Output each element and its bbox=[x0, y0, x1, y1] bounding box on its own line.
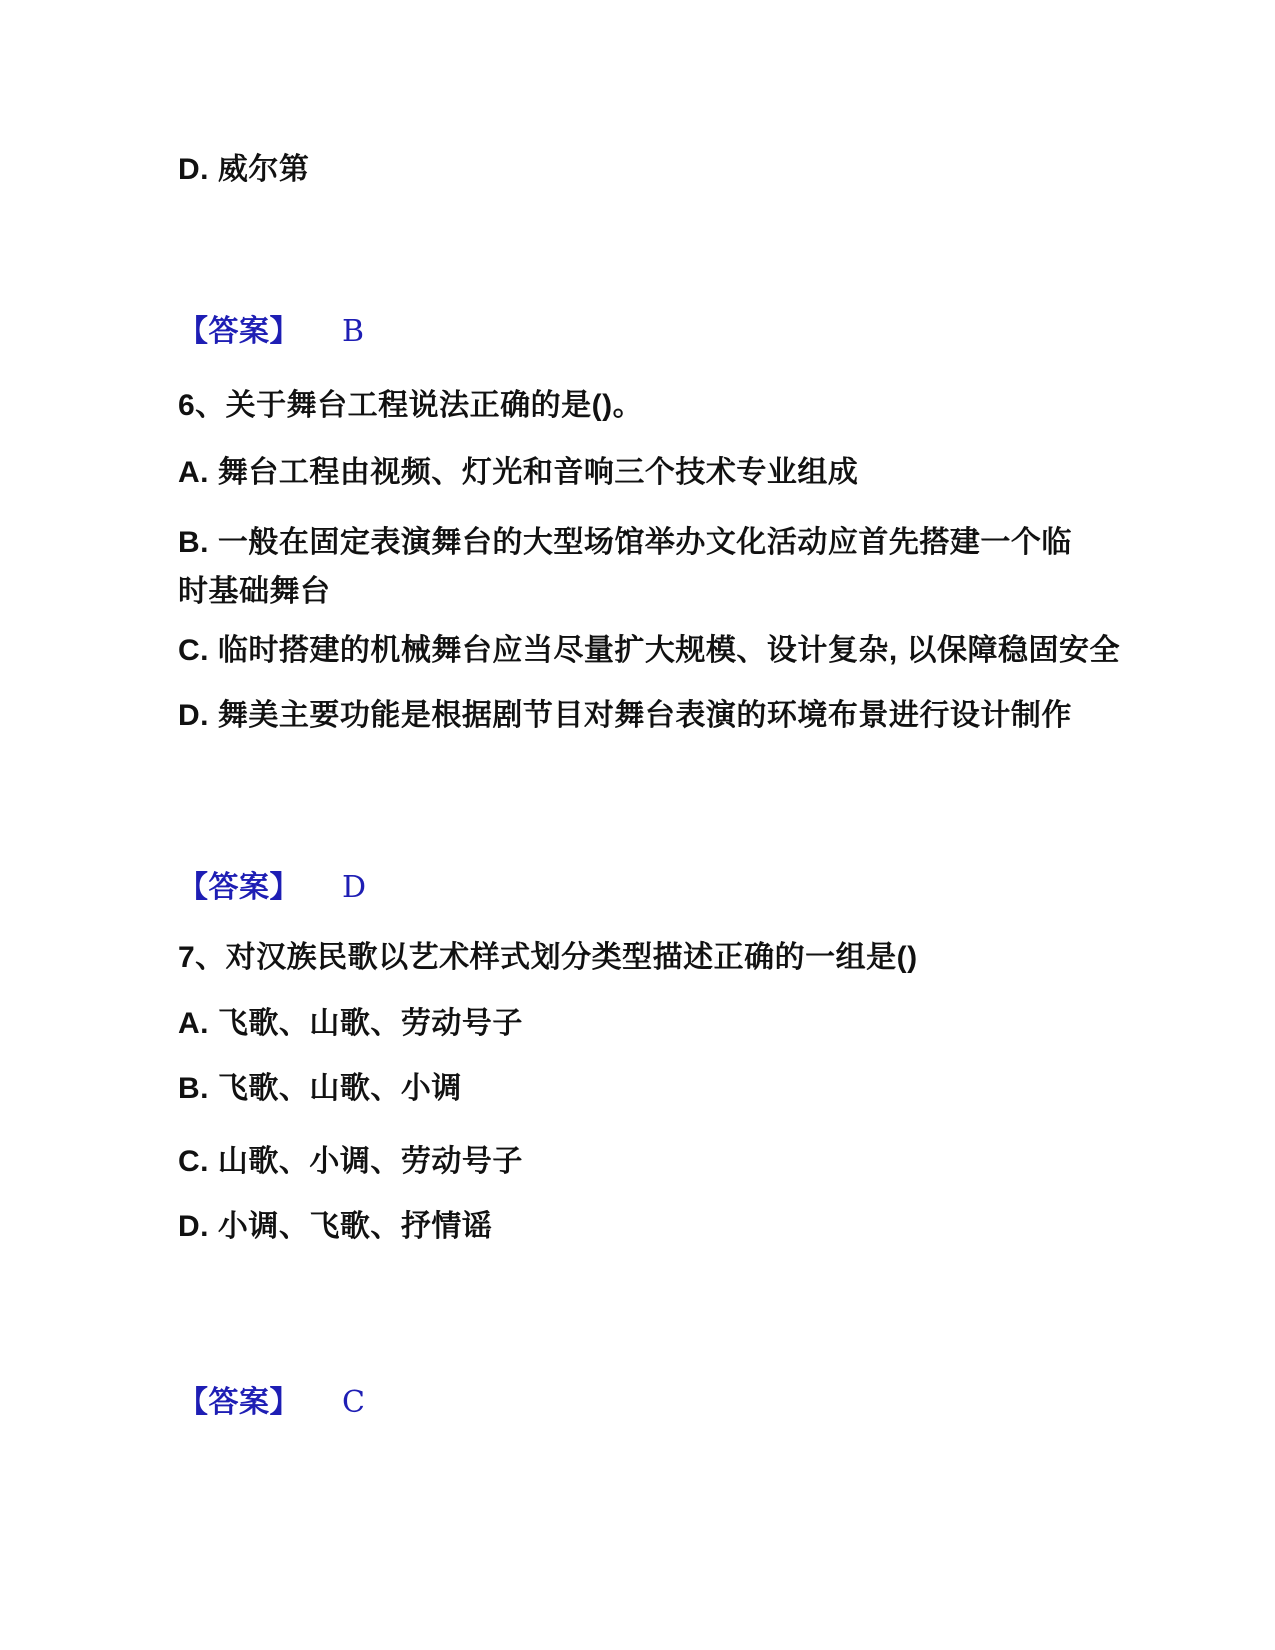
question5-option-d: D. 威尔第 bbox=[178, 153, 310, 186]
question7-title: 7、对汉族民歌以艺术样式划分类型描述正确的一组是() bbox=[178, 941, 918, 974]
question7-answer-label: 【答案】 bbox=[178, 1386, 300, 1419]
question7-option-c: C. 山歌、小调、劳动号子 bbox=[178, 1145, 523, 1178]
question6-option-c: C. 临时搭建的机械舞台应当尽量扩大规模、设计复杂, 以保障稳固安全 bbox=[178, 634, 1121, 667]
question7-answer bbox=[178, 1385, 365, 1421]
question7-option-a: A. 飞歌、山歌、劳动号子 bbox=[178, 1007, 523, 1040]
question7-answer-value: C bbox=[342, 1385, 365, 1420]
question6-option-a: A. 舞台工程由视频、灯光和音响三个技术专业组成 bbox=[178, 456, 859, 489]
question7-option-b: B. 飞歌、山歌、小调 bbox=[178, 1072, 462, 1105]
question6-answer-label: 【答案】 bbox=[178, 871, 300, 904]
question5-answer-value: B bbox=[342, 314, 365, 349]
question5-answer bbox=[178, 314, 364, 350]
question6-option-b: B. 一般在固定表演舞台的大型场馆举办文化活动应首先搭建一个临时基础舞台 bbox=[178, 526, 1072, 608]
question6-answer bbox=[178, 870, 366, 906]
question5-answer-label: 【答案】 bbox=[178, 315, 300, 348]
question6-option-d: D. 舞美主要功能是根据剧节目对舞台表演的环境布景进行设计制作 bbox=[178, 699, 1072, 732]
question6-title: 6、关于舞台工程说法正确的是()。 bbox=[178, 389, 644, 422]
question7-option-d: D. 小调、飞歌、抒情谣 bbox=[178, 1210, 493, 1243]
question6-answer-value: D bbox=[342, 870, 367, 905]
